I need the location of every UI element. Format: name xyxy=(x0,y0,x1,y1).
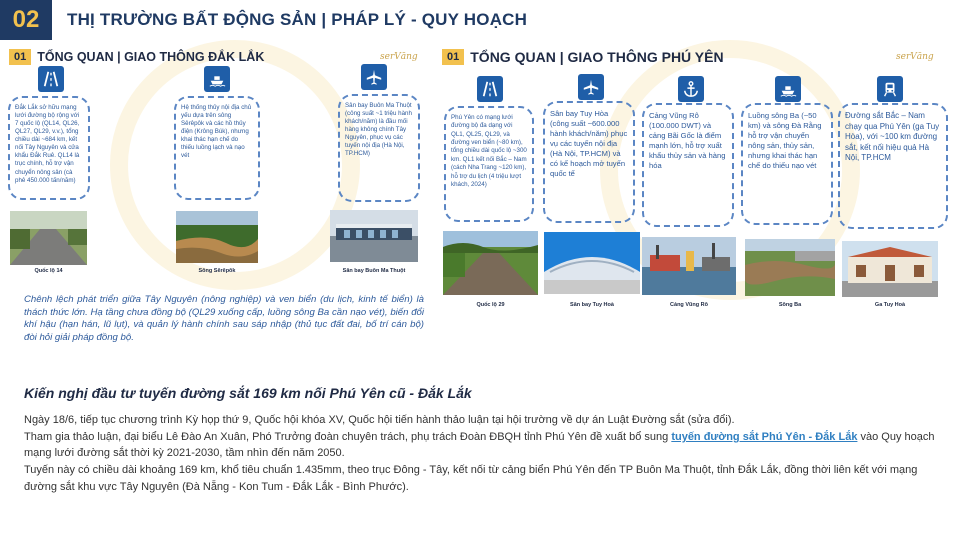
anchor-icon xyxy=(678,76,704,102)
brand-logo: serVāng xyxy=(896,52,934,62)
photo-quoc-lo-29 xyxy=(443,231,538,295)
info-bubble-port-phuyen: Cảng Vũng Rô (100.000 DWT) và cảng Bãi Gốc là điểm mạnh lớn, hỗ trợ xuất khẩu thủy sản và hàng hóa xyxy=(642,103,734,227)
info-bubble-railway-phuyen: Đường sắt Bắc – Nam chạy qua Phú Yên (ga Tuy Hòa), với ~100 km đường sắt, kết nối hiệu quả Hà Nội, TP.HCM xyxy=(838,103,948,229)
ship-icon xyxy=(204,66,230,92)
section-number-badge: 02 xyxy=(0,0,52,40)
photo-caption: Quốc lộ 29 xyxy=(476,302,505,308)
train-icon xyxy=(877,76,903,102)
article-paragraph: Ngày 18/6, tiếp tục chương trình Kỳ họp thứ 9, Quốc hội khóa XV, Quốc hội tiến hành thảo luận tại hội trường về dự án Luật Đường sắt (sửa đổi). xyxy=(24,414,735,426)
section-label-phuyen xyxy=(442,49,724,65)
railway-link[interactable]: tuyến đường sắt Phú Yên - Đắk Lắk xyxy=(671,430,858,443)
info-bubble-road-daklak: Đắk Lắk sở hữu mạng lưới đường bộ rộng với 7 quốc lộ (QL14, QL26, QL27, QL29, v.v.), tổng chiều dài ~684 km, kết nối Tây Nguyên và cửa khẩu Đắk Ruê. QL14 là trục chính, hỗ trợ vận chuyển nông sản (cà phê 450.000 tấn/năm) xyxy=(8,96,90,200)
photo-quoc-lo-14 xyxy=(10,211,87,265)
photo-caption: Quốc lộ 14 xyxy=(34,268,63,274)
photo-caption: Sông Ba xyxy=(778,302,802,308)
article-paragraph xyxy=(24,429,949,462)
paragraph-text: Tham gia thảo luận, đại biểu Lê Đào An Xuân, Phó Trưởng đoàn chuyên trách, phụ trách Đoàn ĐBQH tỉnh Phú Yên đề xuất bổ sung xyxy=(24,430,672,443)
info-bubble-river-phuyen: Luồng sông Ba (~50 km) và sông Đà Rằng hỗ trợ vận chuyển nông sản, thủy sản, nhưng khai thác hạn chế do thiếu nạo vét xyxy=(741,103,833,225)
section-label-number: 01 xyxy=(9,49,31,65)
photo-caption: Sân bay Tuy Hoà xyxy=(570,302,614,308)
photo-caption: Sông Sêrêpôk xyxy=(198,268,236,274)
section-label-title: TỔNG QUAN | GIAO THÔNG ĐẮK LẮK xyxy=(37,50,265,64)
article-paragraph: Tuyến này có chiều dài khoảng 169 km, khổ tiêu chuẩn 1.435mm, theo trục Đông - Tây, kết nối từ cảng biển Phú Yên đến TP Buôn Ma Thuột, tỉnh Đắk Lắk, đồng thời liên kết với mạng đường sắt khu vực Tây Nguyên (Đà Nẵng - Kon Tum - Đắk Lắk - Bình Phước). xyxy=(24,464,918,493)
section-label-daklak xyxy=(9,49,264,65)
info-bubble-airport-phuyen: Sân bay Tuy Hòa (công suất ~600.000 hành khách/năm) phục vụ các tuyến nội địa (Hà Nội, TP.HCM) và có kế hoạch mở tuyến quốc tế xyxy=(543,101,635,223)
photo-caption: Cảng Vũng Rô xyxy=(670,302,708,308)
article-heading: Kiến nghị đầu tư tuyến đường sắt 169 km nối Phú Yên cũ - Đắk Lắk xyxy=(24,385,472,401)
photo-san-bay-tuy-hoa xyxy=(544,232,640,294)
challenge-note: Chênh lệch phát triển giữa Tây Nguyên (nông nghiệp) và ven biển (du lịch, kinh tế biển) là thách thức lớn. Hạ tầng chưa đồng bộ (QL29 xuống cấp, luồng sông Ba cần nạo vét), biến đổi khí hậu (hạn hán, lũ lụt), và quản lý hành chính sau sáp nhập (thủ tục đất đai, bố trí cán bộ) đòi hỏi giải pháp đồng bộ. xyxy=(24,294,424,343)
page-title: THỊ TRƯỜNG BẤT ĐỘNG SẢN | PHÁP LÝ - QUY HOẠCH xyxy=(67,10,528,29)
info-bubble-airport-daklak: Sân bay Buôn Ma Thuột (công suất ~1 triệu hành khách/năm) là đầu mối hàng không chính Tây Nguyên, phục vụ các tuyến nội địa (Hà Nội, TP.HCM) xyxy=(338,94,420,202)
photo-san-bay-buon-ma-thuot xyxy=(330,210,418,262)
photo-caption: Sân bay Buôn Ma Thuột xyxy=(342,268,406,274)
road-icon xyxy=(477,76,503,102)
road-icon xyxy=(38,66,64,92)
article-body xyxy=(24,412,949,496)
paragraph-text: vào Quy hoạch mạng lưới đường sắt thời kỳ 2021-2030, tầm nhìn đến năm 2050. xyxy=(24,430,935,460)
section-label-title: TỔNG QUAN | GIAO THÔNG PHÚ YÊN xyxy=(470,49,724,65)
info-bubble-waterway-daklak: Hệ thống thủy nội địa chủ yếu dựa trên sông Sêrêpôk và các hồ thủy điện (Krông Búk), nhưng khai thác hạn chế do thiếu luồng lạch và nạo vét xyxy=(174,96,260,200)
ship-icon xyxy=(775,76,801,102)
photo-ga-tuy-hoa xyxy=(842,241,938,297)
photo-caption: Ga Tuy Hoà xyxy=(874,302,906,308)
photo-song-serepok xyxy=(176,211,258,263)
photo-song-ba xyxy=(745,239,835,296)
plane-icon xyxy=(361,64,387,90)
photo-cang-vung-ro xyxy=(642,237,736,295)
plane-icon xyxy=(578,74,604,100)
brand-logo: serVāng xyxy=(380,52,418,62)
section-label-number: 01 xyxy=(442,49,464,65)
info-bubble-road-phuyen: Phú Yên có mạng lưới đường bộ đa dạng với QL1, QL25, QL29, và đường ven biển (~80 km), tổng chiều dài quốc lộ ~300 km. QL1 kết nối Bắc – Nam (cách Nha Trang ~120 km), hỗ trợ du lịch (4 triệu lượt khách, 2024) xyxy=(444,106,534,222)
